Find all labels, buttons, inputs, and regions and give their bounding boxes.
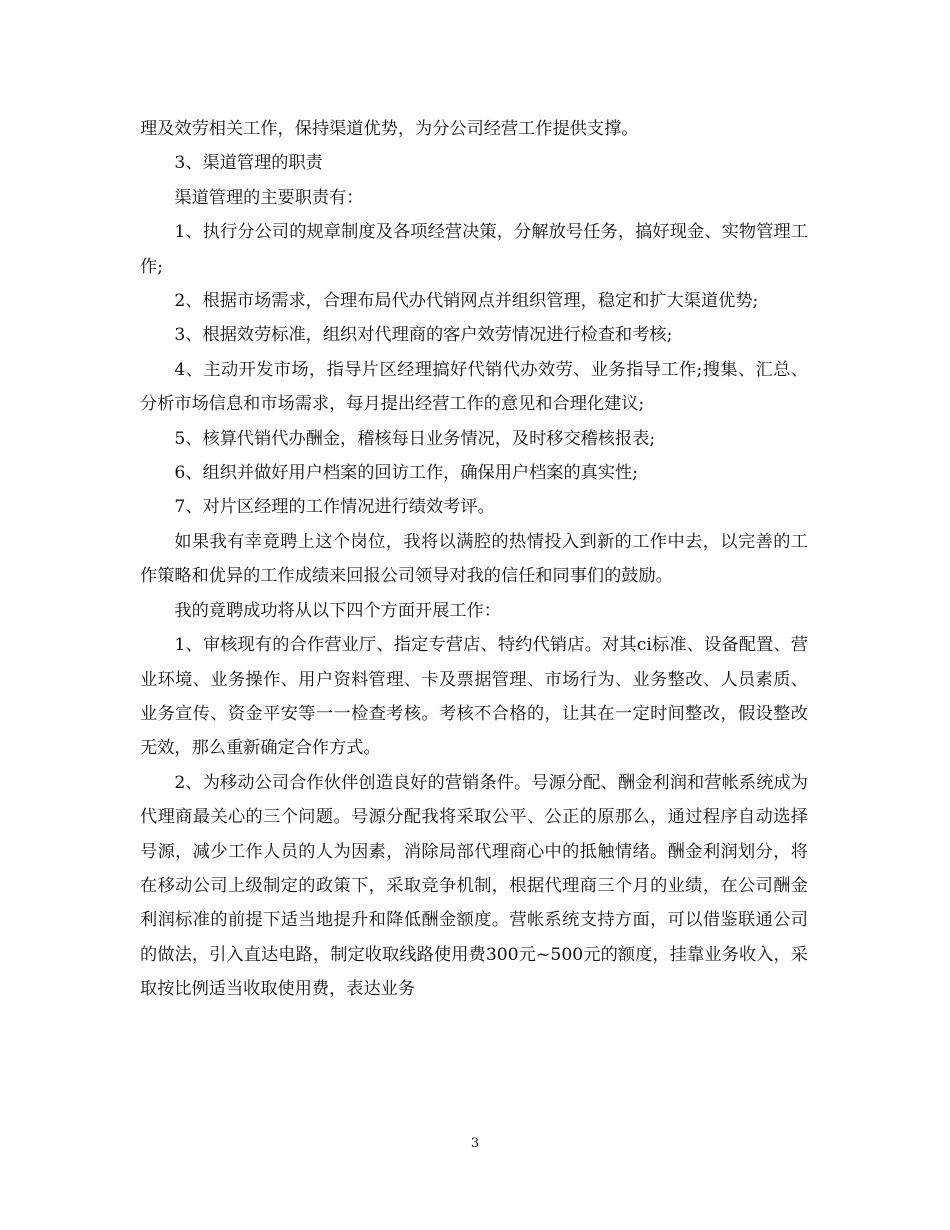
paragraph-6: 3、根据效劳标准，组织对代理商的客户效劳情况进行检查和考核; bbox=[174, 325, 673, 346]
paragraph-5: 2、根据市场需求，合理布局代办代销网点并组织管理，稳定和扩大渠道优势; bbox=[174, 291, 759, 312]
paragraph-10: 7、对片区经理的工作情况进行绩效考评。 bbox=[174, 497, 495, 518]
paragraph-1: 理及效劳相关工作，保持渠道优势，为分公司经营工作提供支撑。 bbox=[140, 119, 639, 139]
paragraph-7: 4、主动开发市场，指导片区经理搞好代销代办效劳、业务指导工作;搜集、汇总、分析市场信息和市场需求，每月提出经营工作的意见和合理化建议; bbox=[140, 359, 808, 415]
paragraph-13: 1、审核现有的合作营业厅、指定专营店、特约代销店。对其ci标准、设备配置、营业环境、业务操作、用户资料管理、卡及票据管理、市场行为、业务整改、人员素质、业务宣传、资金平安等一一检查考核。考核不合格的，让其在一定时间整改，假设整改无效，那么重新确定合作方式。 bbox=[140, 635, 808, 759]
document-body bbox=[140, 112, 808, 1007]
paragraph-9: 6、组织并做好用户档案的回访工作，确保用户档案的真实性; bbox=[174, 463, 638, 484]
paragraph-12: 我的竟聘成功将从以下四个方面开展工作： bbox=[174, 600, 501, 621]
paragraph-8: 5、核算代销代办酬金，稽核每日业务情况，及时移交稽核报表; bbox=[174, 428, 656, 449]
paragraph-2: 3、渠道管理的职责 bbox=[174, 153, 323, 174]
page-number: 3 bbox=[470, 1136, 480, 1151]
paragraph-4: 1、执行分公司的规章制度及各项经营决策，分解放号任务，搞好现金、实物管理工作; bbox=[140, 222, 808, 277]
paragraph-14: 2、为移动公司合作伙伴创造良好的营销条件。号源分配、酬金利润和营帐系统成为代理商最关心的三个问题。号源分配我将采取公平、公正的原那么，通过程序自动选择号源，减少工作人员的人为因素，消除局部代理商心中的抵触情绪。酬金利润划分，将在移动公司上级制定的政策下，采取竞争机制，根据代理商三个月的业绩，在公司酬金利润标准的前提下适当地提升和降低酬金额度。营帐系统支持方面，可以借鉴联通公司的做法，引入直达电路，制定收取线路使用费300元~500元的额度，挂靠业务收入，采取按比例适当收取使用费，表达业务 bbox=[140, 772, 808, 1000]
paragraph-3: 渠道管理的主要职责有： bbox=[174, 187, 364, 208]
paragraph-11: 如果我有幸竟聘上这个岗位，我将以满腔的热情投入到新的工作中去，以完善的工作策略和优异的工作成绩来回报公司领导对我的信任和同事们的鼓励。 bbox=[140, 531, 808, 587]
